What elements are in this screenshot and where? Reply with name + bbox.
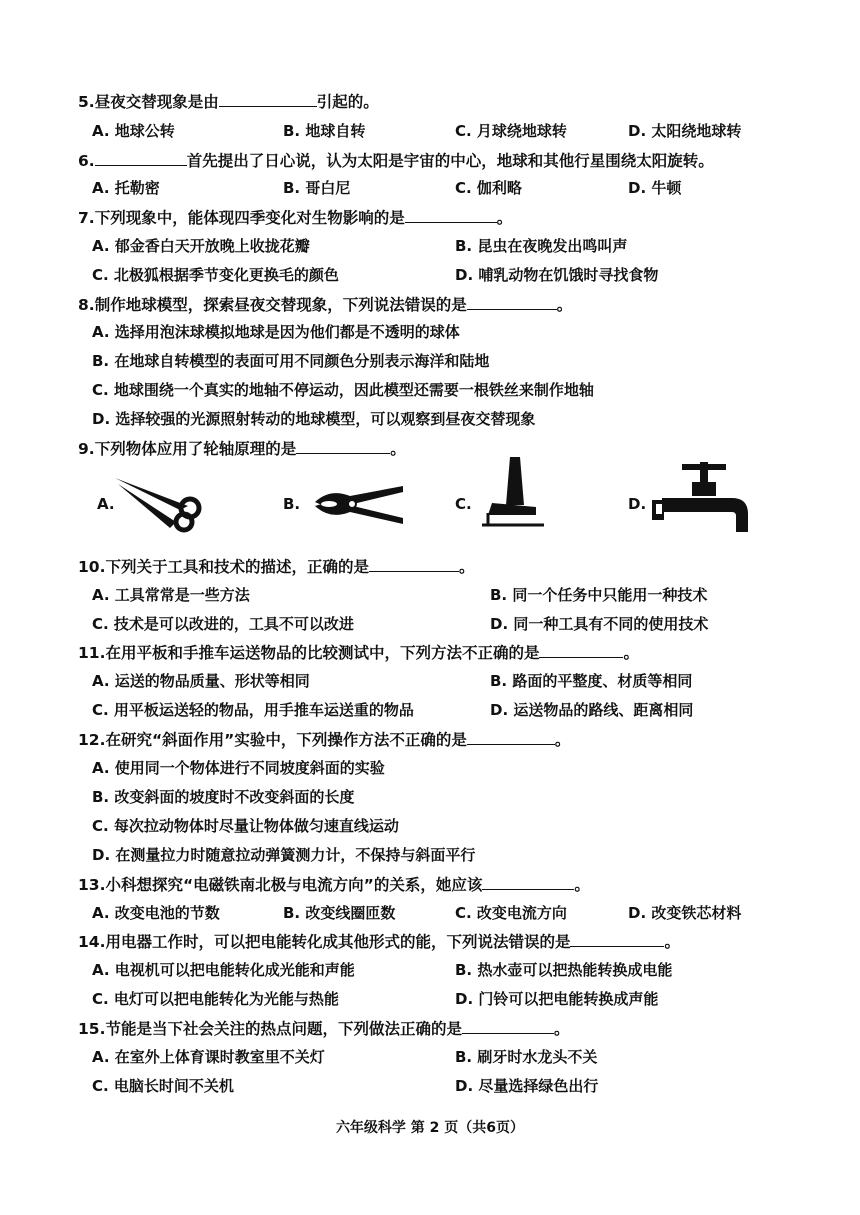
question-number: 7. [78,209,95,227]
option-a: A. 电视机可以把电能转化成光能和声能 [92,961,355,979]
question-text-end: 。 [496,209,513,227]
question-text-end: 。 [664,933,680,951]
question-number: 5. [78,93,95,111]
question-text: 首先提出了日心说，认为太阳是宇宙的中心，地球和其他行星围绕太阳旋转。 [186,152,714,170]
question-text-end: 。 [554,731,571,749]
answer-blank[interactable] [95,164,187,166]
option-d-label: D. [628,495,647,513]
question-10 [78,555,475,577]
option-b: B. 哥白尼 [283,179,351,197]
question-text: 下列物体应用了轮轴原理的是 [94,440,297,458]
question-12 [78,728,570,750]
option-d: D. 在测量拉力时随意拉动弹簧测力计，不保持与斜面平行 [92,846,476,864]
option-b: B. 在地球自转模型的表面可用不同颜色分别表示海洋和陆地 [92,352,490,370]
scissors-icon [110,470,210,540]
option-a: A. 在室外上体育课时教室里不关灯 [92,1048,325,1066]
answer-blank[interactable] [219,105,317,107]
option-a: A. 地球公转 [92,122,175,140]
pliers-icon [305,480,405,530]
answer-blank[interactable] [467,308,557,310]
question-15 [78,1017,570,1039]
answer-blank[interactable] [296,452,390,454]
question-14 [78,930,680,952]
question-text-end: 。 [623,644,639,662]
answer-blank[interactable] [467,743,555,745]
question-text: 小科想探究“电磁铁南北极与电流方向”的关系，她应该 [105,876,483,894]
option-d: D. 改变铁芯材料 [628,904,742,922]
option-a: A. 运送的物品质量、形状等相同 [92,672,310,690]
question-number: 11. [78,644,106,662]
question-text: 制作地球模型，探索昼夜交替现象，下列说法错误的是 [94,296,467,314]
question-number: 9. [78,440,95,458]
option-d: D. 尽量选择绿色出行 [455,1077,599,1095]
option-d: D. 哺乳动物在饥饿时寻找食物 [455,266,659,284]
question-text-end: 。 [574,876,590,894]
question-text-end: 引起的。 [316,93,379,111]
question-number: 13. [78,876,106,894]
option-c: C. 用平板运送轻的物品，用手推车运送重的物品 [92,701,414,719]
question-text: 用电器工作时，可以把电能转化成其他形式的能，下列说法错误的是 [105,933,571,951]
option-c-label: C. [455,495,472,513]
question-number: 6. [78,152,95,170]
question-text: 下列关于工具和技术的描述，正确的是 [105,558,369,576]
option-a: A. 选择用泡沫球模拟地球是因为他们都是不透明的球体 [92,323,460,341]
option-b: B. 同一个任务中只能用一种技术 [490,586,708,604]
question-13 [78,873,590,895]
option-d: D. 太阳绕地球转 [628,122,742,140]
option-d: D. 选择较强的光源照射转动的地球模型，可以观察到昼夜交替现象 [92,410,536,428]
page-footer: 六年级科学 第 2 页（共6页） [335,1120,525,1136]
question-7 [78,206,512,228]
option-b: B. 改变线圈匝数 [283,904,396,922]
question-number: 14. [78,933,106,951]
option-b-label: B. [283,495,301,513]
option-d: D. 门铃可以把电能转换成声能 [455,990,659,1008]
answer-blank[interactable] [462,1032,554,1034]
option-b: B. 热水壶可以把热能转换成电能 [455,961,673,979]
question-number: 15. [78,1020,106,1038]
question-5 [78,90,379,112]
question-text-end: 。 [553,1020,570,1038]
option-b: B. 刷牙时水龙头不关 [455,1048,598,1066]
faucet-icon [652,458,752,538]
option-b: B. 路面的平整度、材质等相同 [490,672,693,690]
answer-blank[interactable] [405,221,497,223]
option-a: A. 改变电池的节数 [92,904,220,922]
question-text: 节能是当下社会关注的热点问题，下列做法正确的是 [105,1020,462,1038]
option-a: A. 工具常常是一些方法 [92,586,250,604]
option-c: C. 改变电流方向 [455,904,567,922]
answer-blank[interactable] [570,945,664,947]
question-text: 在研究“斜面作用”实验中，下列操作方法不正确的是 [105,731,467,749]
option-c: C. 月球绕地球转 [455,122,567,140]
option-b: B. 地球自转 [283,122,366,140]
option-a: A. 郁金香白天开放晚上收拢花瓣 [92,237,310,255]
option-d: D. 运送物品的路线、距离相同 [490,701,694,719]
option-c: C. 技术是可以改进的，工具不可以改进 [92,615,354,633]
question-number: 10. [78,558,106,576]
question-11 [78,641,639,663]
option-d: D. 同一种工具有不同的使用技术 [490,615,709,633]
hammer-icon [478,455,548,530]
option-d: D. 牛顿 [628,179,682,197]
question-text: 在用平板和手推车运送物品的比较测试中，下列方法不正确的是 [105,644,540,662]
answer-blank[interactable] [369,570,459,572]
question-text: 昼夜交替现象是由 [94,93,219,111]
question-text-end: 。 [390,440,406,458]
option-a: A. 托勒密 [92,179,160,197]
option-a: A. 使用同一个物体进行不同坡度斜面的实验 [92,759,385,777]
answer-blank[interactable] [539,656,623,658]
option-b: B. 昆虫在夜晚发出鸣叫声 [455,237,628,255]
option-c: C. 伽利略 [455,179,522,197]
option-c: C. 电灯可以把电能转化为光能与热能 [92,990,339,1008]
question-9 [78,437,406,459]
question-text: 下列现象中，能体现四季变化对生物影响的是 [94,209,405,227]
question-text-end: 。 [458,558,475,576]
question-6 [78,149,714,171]
option-c: C. 地球围绕一个真实的地轴不停运动，因此模型还需要一根铁丝来制作地轴 [92,381,594,399]
question-number: 8. [78,296,95,314]
option-b: B. 改变斜面的坡度时不改变斜面的长度 [92,788,355,806]
option-c: C. 电脑长时间不关机 [92,1077,234,1095]
question-8 [78,293,572,315]
question-text-end: 。 [556,296,573,314]
question-number: 12. [78,731,106,749]
answer-blank[interactable] [482,888,574,890]
option-a-label: A. [97,495,115,513]
option-c: C. 每次拉动物体时尽量让物体做匀速直线运动 [92,817,399,835]
option-c: C. 北极狐根据季节变化更换毛的颜色 [92,266,339,284]
